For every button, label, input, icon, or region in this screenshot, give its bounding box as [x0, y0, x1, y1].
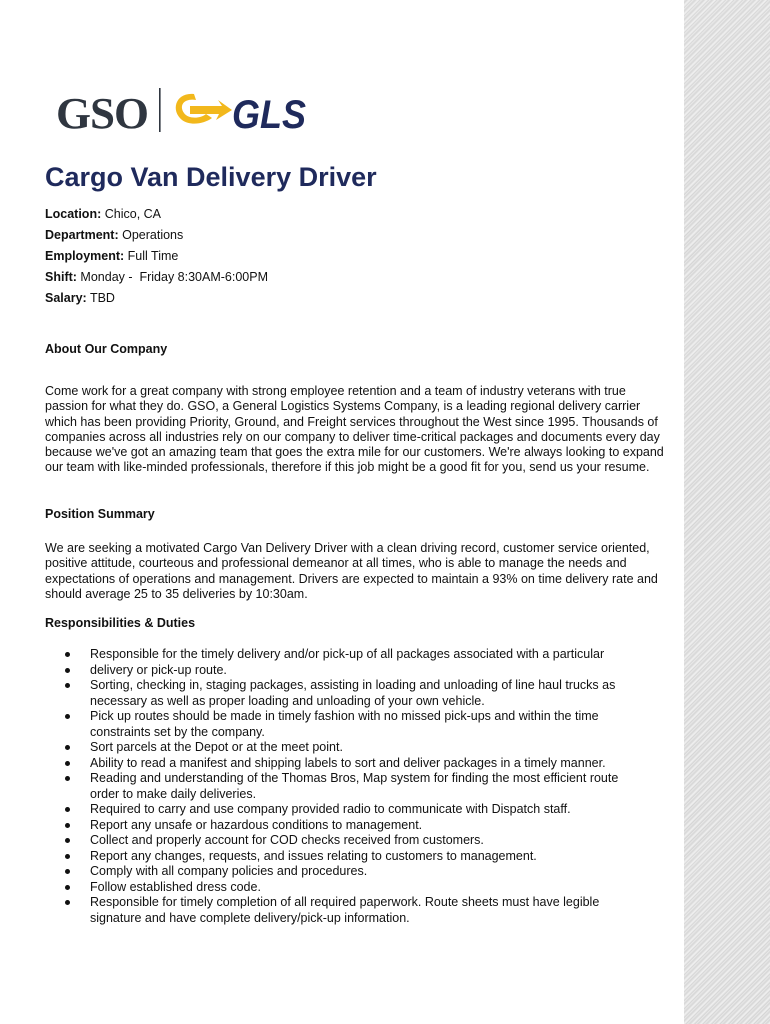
logo-graphic [56, 86, 316, 136]
logo-gls-text: GLS [232, 93, 307, 136]
list-item [45, 864, 645, 880]
list-item-text: delivery or pick-up route. [90, 662, 227, 677]
shift-row [45, 269, 268, 290]
list-item [45, 895, 645, 926]
list-item-text: Comply with all company policies and procedures. [90, 864, 368, 878]
bullet-icon [65, 823, 70, 828]
list-item [45, 663, 645, 679]
list-item [45, 709, 645, 740]
bullet-icon [65, 885, 70, 890]
list-item-text: Required to carry and use company provided radio to communicate with Dispatch staff. [90, 802, 571, 816]
list-item [45, 849, 645, 865]
list-item-text: Pick up routes should be made in timely fashion with no missed pick-ups and within the time constraints set by the company. [90, 709, 599, 739]
duties-heading: Responsibilities & Duties [45, 616, 196, 630]
job-details [45, 206, 268, 311]
list-item-text: Ability to read a manifest and shipping labels to sort and deliver packages in a timely manner. [90, 755, 606, 770]
employment-label: Employment: [45, 249, 125, 263]
bullet-icon [65, 838, 70, 843]
about-paragraph: Come work for a great company with strong employee retention and a team of industry veterans with true passion for what they do. GSO, a General Logistics Systems Company, is a leading regional delivery carrier which has been providing Priority, Ground, and Freight services throughout the West since 1995. Thousands of companies across all industries rely on our company to deliver time-critical packages and documents every day because we've got an amazing team that goes the extra mile for our customers. We're always looking to expand our team with like-minded professionals, therefore if this job might be a good fit for you, send us your resume. [45, 384, 664, 475]
bullet-icon [65, 854, 70, 859]
list-item [45, 678, 645, 709]
list-item-text: Reading and understanding of the Thomas Bros, Map system for finding the most efficient route order to make daily deliveries. [90, 771, 619, 801]
logo-arrow-icon [190, 100, 232, 120]
logo-gso-text: GSO [56, 89, 148, 136]
employment-row [45, 248, 268, 269]
list-item-text: Follow established dress code. [90, 879, 261, 894]
bullet-icon [65, 668, 70, 673]
list-item-text: Sort parcels at the Depot or at the meet point. [90, 740, 343, 754]
bullet-icon [65, 652, 70, 657]
page-edge-decoration [684, 0, 770, 1024]
duties-list [45, 647, 645, 926]
bullet-icon [65, 714, 70, 719]
list-item [45, 771, 645, 802]
bullet-icon [65, 869, 70, 874]
summary-heading: Position Summary [45, 507, 155, 521]
gso-gls-logo [56, 86, 316, 136]
page-title: Cargo Van Delivery Driver [45, 162, 377, 192]
shift-label: Shift: [45, 270, 77, 284]
location-value: Chico, CA [104, 207, 162, 221]
logo-divider [159, 88, 161, 132]
list-item [45, 818, 645, 834]
list-item [45, 802, 645, 818]
salary-label: Salary: [45, 291, 87, 305]
bullet-icon [65, 745, 70, 750]
location-row [45, 206, 268, 227]
about-heading: About Our Company [45, 342, 168, 356]
bullet-icon [65, 807, 70, 812]
location-label: Location: [45, 207, 102, 221]
list-item-text: Sorting, checking in, staging packages, assisting in loading and unloading of line haul trucks as necessary as well as proper loading and unloading of your own vehicle. [90, 678, 616, 708]
bullet-icon [65, 761, 70, 766]
salary-value: TBD [89, 291, 115, 305]
bullet-icon [65, 900, 70, 905]
list-item [45, 740, 645, 756]
bullet-icon [65, 683, 70, 688]
list-item [45, 756, 645, 772]
list-item-text: Responsible for the timely delivery and/or pick-up of all packages associated with a particular [90, 647, 605, 661]
list-item-text: Report any changes, requests, and issues relating to customers to management. [90, 848, 537, 863]
department-row [45, 227, 268, 248]
list-item-text: Responsible for timely completion of all required paperwork. Route sheets must have legible signature and have complete delivery/pick-up information. [90, 895, 600, 925]
list-item [45, 647, 645, 663]
list-item-text: Report any unsafe or hazardous conditions to management. [90, 817, 423, 832]
summary-paragraph: We are seeking a motivated Cargo Van Delivery Driver with a clean driving record, customer service oriented, positive attitude, courteous and professional demeanor at all times, who is able to manage the needs and expectations of operations and management. Drivers are expected to maintain a 93% on time delivery rate and should average 25 to 35 deliveries by 10:30am. [45, 541, 658, 601]
bullet-icon [65, 776, 70, 781]
department-value: Operations [122, 228, 184, 242]
list-item [45, 833, 645, 849]
department-label: Department: [45, 228, 119, 242]
salary-row [45, 290, 268, 311]
employment-value: Full Time [127, 249, 179, 263]
list-item-text: Collect and properly account for COD checks received from customers. [90, 833, 484, 847]
list-item [45, 880, 645, 896]
shift-value: Monday - Friday 8:30AM-6:00PM [80, 270, 268, 284]
